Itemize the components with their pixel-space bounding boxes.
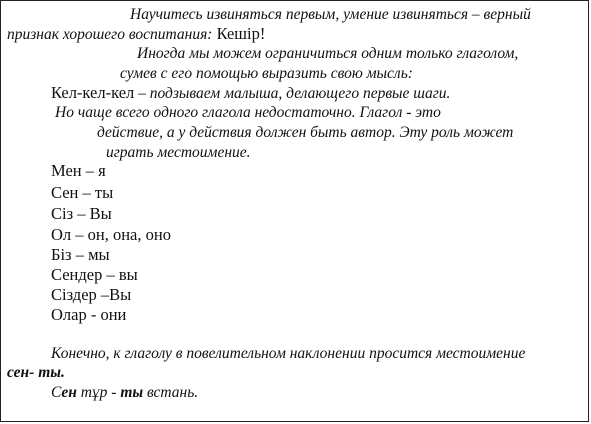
- pronoun-item: Сіздер –Вы: [51, 285, 132, 304]
- example-russian-verb: встань.: [143, 384, 199, 401]
- pronoun-item: Сен – ты: [51, 183, 114, 202]
- conclusion-line: Конечно, к глаголу в повелительном наклонении просится местоимение: [51, 345, 526, 362]
- example-russian-pronoun: ты: [120, 384, 144, 401]
- example-kazakh-verb: тұр -: [76, 384, 121, 401]
- intro-line-2: [7, 24, 265, 45]
- example-letter: С: [51, 384, 62, 401]
- example-explanation: – подзываем малыша, делающего первые шаги.: [134, 85, 451, 102]
- intro-line-1: Научитесь извиняться первым, умение извиняться – верный: [130, 6, 531, 23]
- pronoun-item: Олар - они: [51, 305, 127, 324]
- example-pronoun-ending: ен: [61, 384, 77, 401]
- pronoun-item: Ол – он, она, оно: [51, 225, 171, 244]
- kazakh-apology-word: Кешір!: [212, 24, 266, 43]
- pronoun-item: Мен – я: [51, 161, 106, 180]
- pronoun-intro-line-1: Но чаще всего одного глагола недостаточно. Глагол - это: [55, 104, 441, 121]
- pronoun-item: Сіз – Вы: [51, 204, 112, 223]
- pronoun-intro-line-2: действие, а у действия должен быть автор. Эту роль может: [97, 124, 514, 141]
- intro-line-2-text: признак хорошего воспитания:: [7, 26, 213, 43]
- pronoun-item: Біз – мы: [51, 245, 110, 264]
- pronoun-item: Сендер – вы: [51, 265, 138, 284]
- pronoun-intro-line-3: играть местоимение.: [106, 144, 251, 161]
- conclusion-pronoun: сен- ты.: [7, 364, 65, 381]
- verb-paragraph-line-2: сумев с его помощью выразить свою мысль:: [120, 65, 413, 82]
- imperative-example: [51, 383, 198, 403]
- verb-paragraph-line-1: Иногда мы можем ограничиться одним только глаголом,: [137, 45, 519, 62]
- example-line: [51, 83, 450, 104]
- kazakh-verb-example: Кел-кел-кел: [51, 83, 135, 102]
